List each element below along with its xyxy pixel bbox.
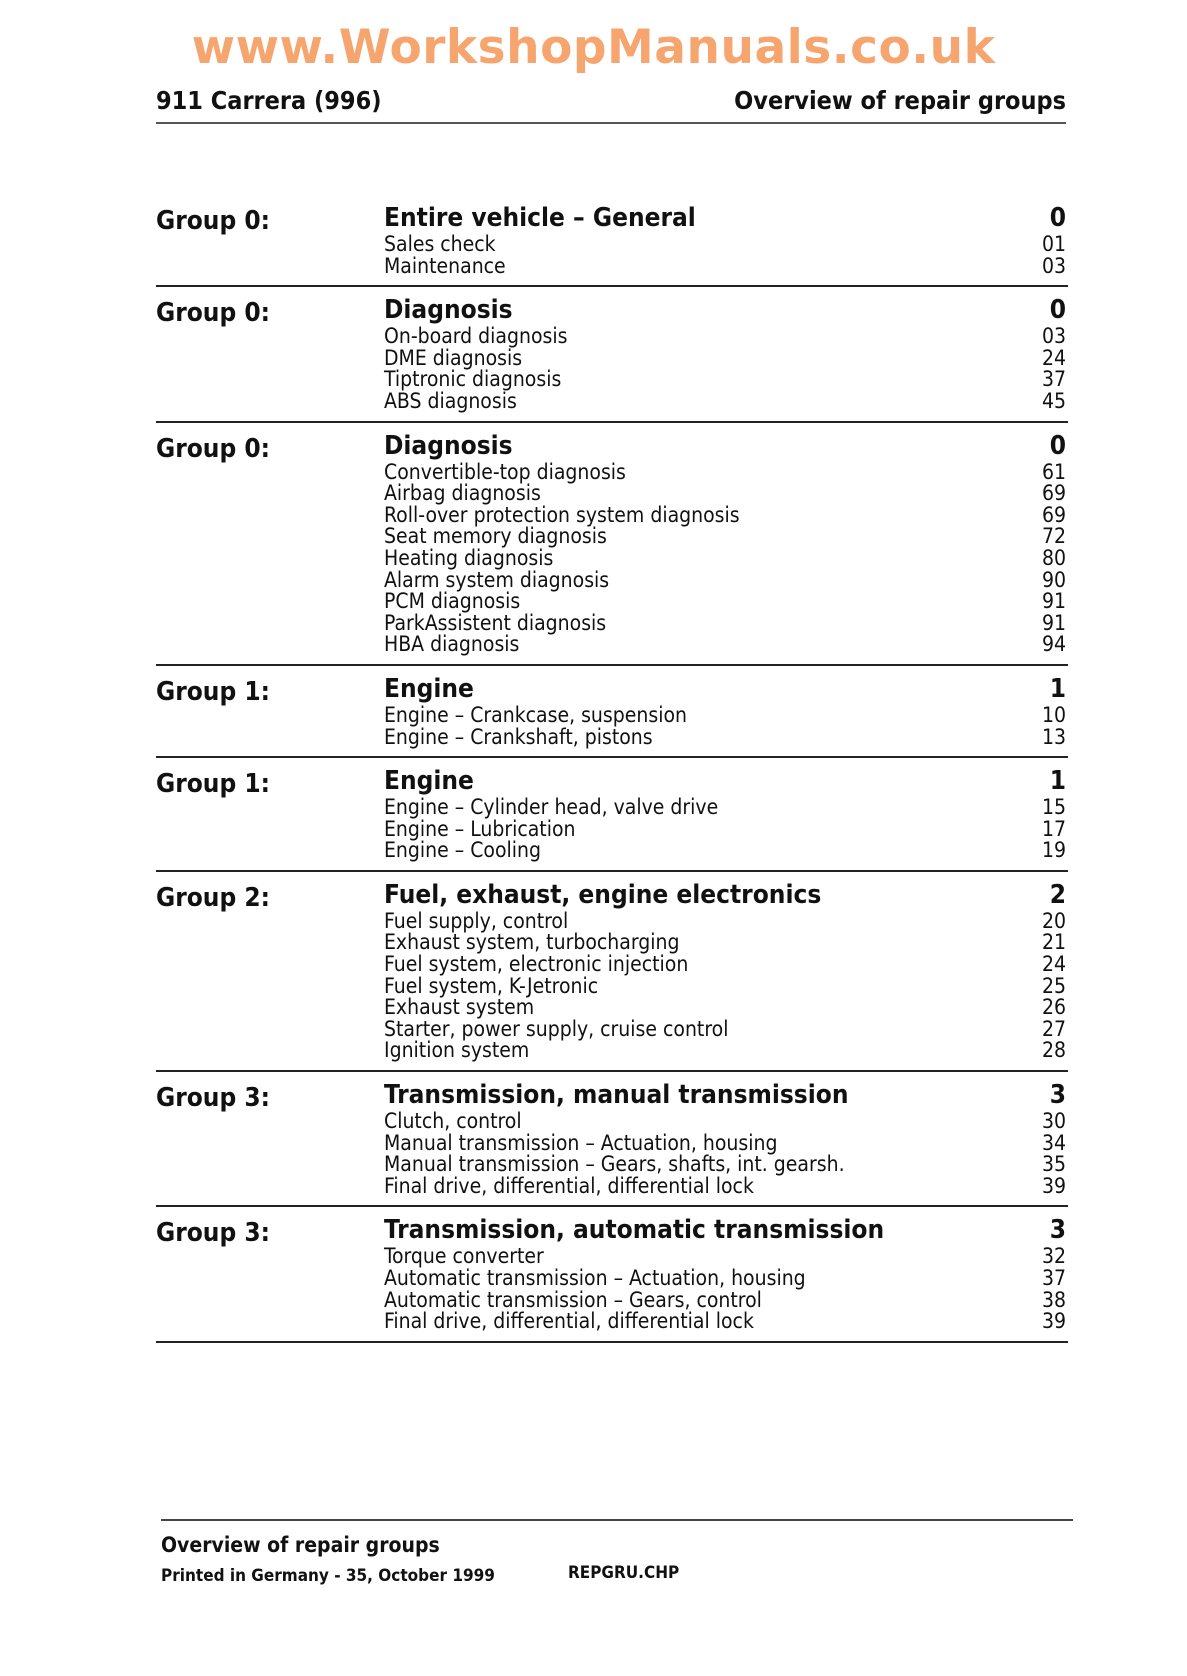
item-page-number: 24 [1041,952,1066,977]
group-item: Sales check [384,232,496,256]
group-title: Engine [384,673,474,704]
item-page-number: 20 [1041,908,1066,933]
header-section: Overview of repair groups [734,86,1066,115]
item-page-number: 03 [1041,253,1066,278]
group-label: Group 1: [156,769,270,800]
group-content [384,674,1034,748]
group-item: ParkAssistent diagnosis [384,610,607,635]
item-page-number: 01 [1041,232,1066,256]
group-item: Torque converter [384,1244,544,1269]
footer-title: Overview of repair groups [161,1533,440,1557]
item-page-number: 35 [1041,1152,1066,1177]
group-number: 0 [1049,203,1066,233]
item-page-number: 94 [1041,632,1066,657]
group-item: ABS diagnosis [384,388,517,413]
group-content [384,880,1034,1062]
group-label: Group 0: [156,206,270,236]
group-content [384,431,1034,656]
page-footer [161,1519,1073,1586]
footer-file: REPGRU.CHP [568,1563,680,1583]
group-label: Group 3: [156,1218,270,1249]
group-title: Diagnosis [384,295,513,326]
repair-group [156,423,1068,666]
repair-group [156,758,1068,872]
group-numbers [1042,203,1066,277]
watermark: www.WorkshopManuals.co.uk [191,20,996,75]
group-item: Fuel supply, control [384,908,569,933]
group-label: Group 0: [156,298,270,329]
group-item: Tiptronic diagnosis [384,367,562,392]
group-item: Exhaust system [384,995,535,1020]
repair-groups-list [156,198,1068,1343]
group-title: Fuel, exhaust, engine electronics [384,879,822,910]
group-item: PCM diagnosis [384,589,521,614]
group-item: DME diagnosis [384,345,523,370]
group-item: Engine – Cooling [384,838,541,863]
group-numbers [1042,766,1066,862]
item-page-number: 27 [1041,1016,1066,1041]
group-item: Seat memory diagnosis [384,524,607,549]
item-page-number: 80 [1041,545,1066,570]
repair-group [156,198,1068,287]
group-item: HBA diagnosis [384,632,520,657]
page-header [156,86,1066,124]
item-page-number: 72 [1041,524,1066,549]
group-item: Fuel system, electronic injection [384,952,689,977]
group-number: 0 [1049,295,1066,326]
item-page-number: 61 [1041,459,1066,484]
item-page-number: 38 [1041,1287,1066,1312]
group-label: Group 2: [156,882,270,913]
group-number: 3 [1049,1080,1066,1111]
group-item: Airbag diagnosis [384,481,541,506]
item-page-number: 91 [1041,610,1066,635]
repair-group [156,287,1068,422]
group-item: Manual transmission – Gears, shafts, int. gearsh. [384,1152,845,1177]
group-item: Fuel system, K-Jetronic [384,973,599,998]
group-item: Final drive, differential, differential lock [384,1309,754,1334]
item-page-number: 37 [1041,367,1066,392]
item-page-number: 39 [1041,1309,1066,1334]
group-item: Engine – Lubrication [384,816,576,841]
group-item: Convertible-top diagnosis [384,459,626,484]
group-item: Engine – Cylinder head, valve drive [384,795,719,820]
group-title: Diagnosis [384,430,513,461]
group-number: 0 [1049,430,1066,461]
item-page-number: 34 [1041,1130,1066,1155]
repair-group [156,1207,1068,1342]
group-item: Manual transmission – Actuation, housing [384,1130,778,1155]
item-page-number: 19 [1041,838,1066,863]
group-title: Entire vehicle – General [384,203,696,233]
group-content [384,295,1034,412]
item-page-number: 15 [1041,795,1066,820]
item-page-number: 91 [1041,589,1066,614]
group-item: Automatic transmission – Actuation, housing [384,1266,806,1290]
group-item: Starter, power supply, cruise control [384,1016,729,1041]
item-page-number: 37 [1041,1266,1066,1290]
group-numbers [1042,1080,1066,1197]
group-label: Group 3: [156,1083,270,1114]
item-page-number: 69 [1041,481,1066,506]
group-content [384,1215,1034,1332]
group-item: Ignition system [384,1038,530,1063]
item-page-number: 90 [1041,567,1066,592]
item-page-number: 69 [1041,502,1066,527]
item-page-number: 32 [1041,1244,1066,1269]
item-page-number: 10 [1041,702,1066,727]
repair-group [156,1072,1068,1207]
group-item: Maintenance [384,253,506,278]
item-page-number: 21 [1041,930,1066,955]
header-model: 911 Carrera (996) [156,86,382,115]
group-numbers [1042,674,1066,748]
group-title: Transmission, automatic transmission [384,1215,885,1246]
group-number: 1 [1049,766,1066,797]
item-page-number: 45 [1041,388,1066,413]
item-page-number: 28 [1041,1038,1066,1063]
group-numbers [1042,1215,1066,1332]
group-item: Automatic transmission – Gears, control [384,1287,762,1312]
item-page-number: 39 [1041,1173,1066,1198]
repair-group [156,666,1068,758]
group-number: 1 [1049,673,1066,704]
group-number: 2 [1049,879,1066,910]
group-content [384,203,1034,277]
item-page-number: 17 [1041,816,1066,841]
group-item: Exhaust system, turbocharging [384,930,680,955]
group-content [384,766,1034,862]
item-page-number: 03 [1041,324,1066,349]
group-item: Roll-over protection system diagnosis [384,502,740,527]
item-page-number: 26 [1041,995,1066,1020]
group-label: Group 1: [156,676,270,707]
group-numbers [1042,295,1066,412]
group-item: On-board diagnosis [384,324,568,349]
group-title: Transmission, manual transmission [384,1080,849,1111]
group-item: Clutch, control [384,1109,522,1134]
group-label: Group 0: [156,433,270,464]
group-content [384,1080,1034,1197]
group-item: Engine – Crankshaft, pistons [384,724,653,749]
repair-group [156,872,1068,1072]
group-numbers [1042,431,1066,656]
group-item: Final drive, differential, differential lock [384,1173,754,1198]
group-numbers [1042,880,1066,1062]
group-number: 3 [1049,1215,1066,1246]
item-page-number: 25 [1041,973,1066,998]
footer-printed: Printed in Germany - 35, October 1999 [161,1566,495,1586]
group-title: Engine [384,766,474,797]
group-item: Heating diagnosis [384,545,554,570]
group-item: Alarm system diagnosis [384,567,610,592]
item-page-number: 13 [1041,724,1066,749]
item-page-number: 24 [1041,345,1066,370]
group-item: Engine – Crankcase, suspension [384,702,687,727]
item-page-number: 30 [1041,1109,1066,1134]
